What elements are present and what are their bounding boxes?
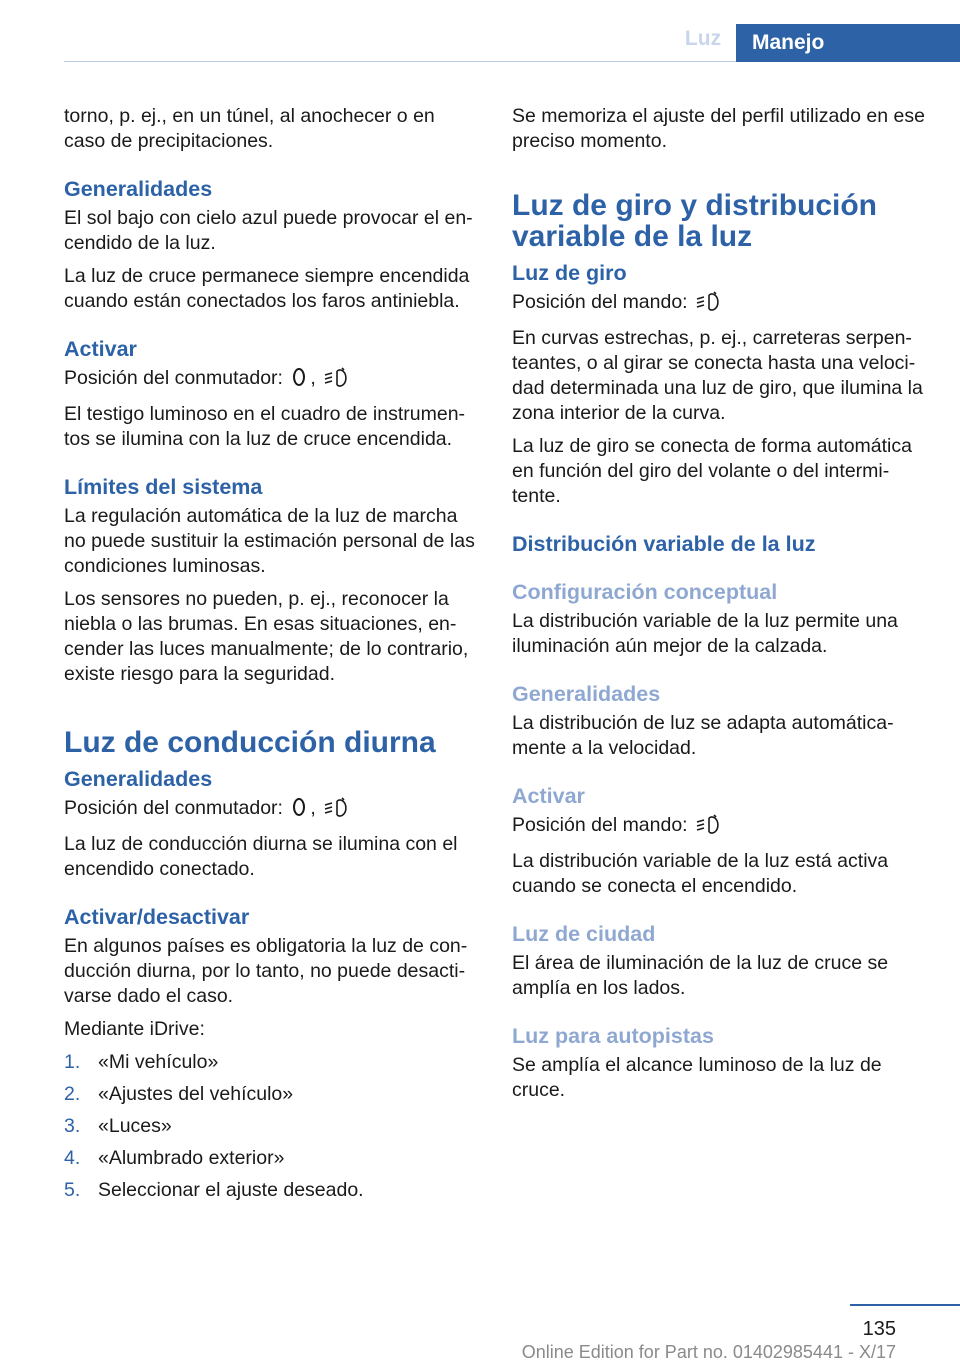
intro-paragraph: torno, p. ej., en un túnel, al anochecer o en caso de precipitaciones. [64,105,435,152]
list-item [64,1050,480,1075]
comma: , [310,367,316,389]
heading-luz-para-autopistas: Luz para autopistas [512,1024,714,1048]
paragraph: Se amplía el alcance luminoso de la luz de cruce. [512,1054,882,1101]
paragraph: En curvas estrechas, p. ej., carreteras serpen‐teantes, o al girar se conecta hasta una veloci‐dad determinada una luz de giro, que ilumina la zona interior de la curva. [512,327,923,424]
switch-position-line [64,366,480,394]
heading-configuracion-conceptual: Configuración conceptual [512,580,778,604]
footer-rule [850,1304,960,1306]
heading-activar-desactivar: Activar/desactivar [64,905,250,929]
mando-position-line [512,290,928,318]
heading-luz-de-giro: Luz de giro [512,261,627,285]
paragraph: La luz de conducción diurna se ilumina con el encendido conectado. [64,833,458,880]
section-tab-luz: Luz [684,27,722,50]
paragraph: La distribución de luz se adapta automática‐mente a la velocidad. [512,712,894,759]
switch-position-0-icon [291,797,307,824]
paragraph-text: Posición del conmutador: [64,367,283,389]
intro-paragraph: Se memoriza el ajuste del perfil utilizado en ese preciso momento. [512,105,925,152]
list-text: Seleccionar el ajuste deseado. [98,1179,364,1201]
edition-footer: Online Edition for Part no. 01402985441 - X/17 [521,1342,896,1362]
list-item [64,1082,480,1107]
list-text: «Luces» [98,1115,172,1137]
mando-position-line [512,813,928,841]
switch-position-0-icon [291,367,307,394]
paragraph: Mediante iDrive: [64,1018,205,1040]
list-item [64,1146,480,1171]
heading-luz-conduccion-diurna: Luz de conducción diurna [64,726,436,759]
heading-generalidades-dist: Generalidades [512,682,661,706]
idrive-steps-list [64,1050,480,1203]
page-number: 135 [862,1318,896,1340]
list-item [64,1178,480,1203]
heading-generalidades: Generalidades [64,177,213,201]
list-number: 2. [64,1083,81,1105]
paragraph: Los sensores no pueden, p. ej., reconocer la niebla o las brumas. En esas situaciones, en‐cender las luces manualmente; de lo contrario, existe riesgo para la seguridad. [64,588,469,685]
list-item [64,1114,480,1139]
heading-luz-giro-distribucion: Luz de giro y distribución variable de la luz [512,189,878,253]
list-number: 3. [64,1115,81,1137]
paragraph: La distribución variable de la luz permite una iluminación aún mejor de la calzada. [512,610,898,657]
comma: , [310,797,316,819]
paragraph: El sol bajo con cielo azul puede provocar el en‐cendido de la luz. [64,207,473,254]
heading-activar-dist: Activar [512,784,585,808]
paragraph: En algunos países es obligatoria la luz de con‐ducción diurna, por lo tanto, no puede desacti‐varse dado el caso. [64,935,468,1007]
paragraph: La luz de giro se conecta de forma automática en función del giro del volante o del intermi‐tente. [512,435,912,507]
list-number: 5. [64,1179,81,1201]
paragraph: La regulación automática de la luz de marcha no puede sustituir la estimación personal de las condiciones luminosas. [64,505,475,577]
paragraph: La distribución variable de la luz está activa cuando se conecta el encendido. [512,850,889,897]
list-text: «Ajustes del vehículo» [98,1083,294,1105]
list-number: 1. [64,1051,81,1073]
list-text: «Mi vehículo» [98,1051,219,1073]
heading-luz-de-ciudad: Luz de ciudad [512,922,656,946]
right-column [512,104,928,1111]
automatic-headlight-icon [324,797,348,824]
heading-activar: Activar [64,337,137,361]
automatic-headlight-icon [324,367,348,394]
paragraph: La luz de cruce permanece siempre encendida cuando están conectados los faros antiniebla. [64,265,470,312]
list-text: «Alumbrado exterior» [98,1147,285,1169]
automatic-headlight-icon [696,291,720,318]
heading-limites: Límites del sistema [64,475,263,499]
chapter-tab-manejo: Manejo [736,24,960,62]
paragraph-text: Posición del mando: [512,814,688,836]
switch-position-line [64,796,480,824]
heading-generalidades-diurna: Generalidades [64,767,213,791]
automatic-headlight-icon [696,814,720,841]
paragraph-text: Posición del mando: [512,291,688,313]
paragraph: El área de iluminación de la luz de cruce se amplía en los lados. [512,952,889,999]
paragraph-text: Posición del conmutador: [64,797,283,819]
paragraph: El testigo luminoso en el cuadro de instrumen‐tos se ilumina con la luz de cruce encendida. [64,403,466,450]
left-column [64,104,480,1210]
heading-distribucion-variable: Distribución variable de la luz [512,532,816,556]
list-number: 4. [64,1147,81,1169]
